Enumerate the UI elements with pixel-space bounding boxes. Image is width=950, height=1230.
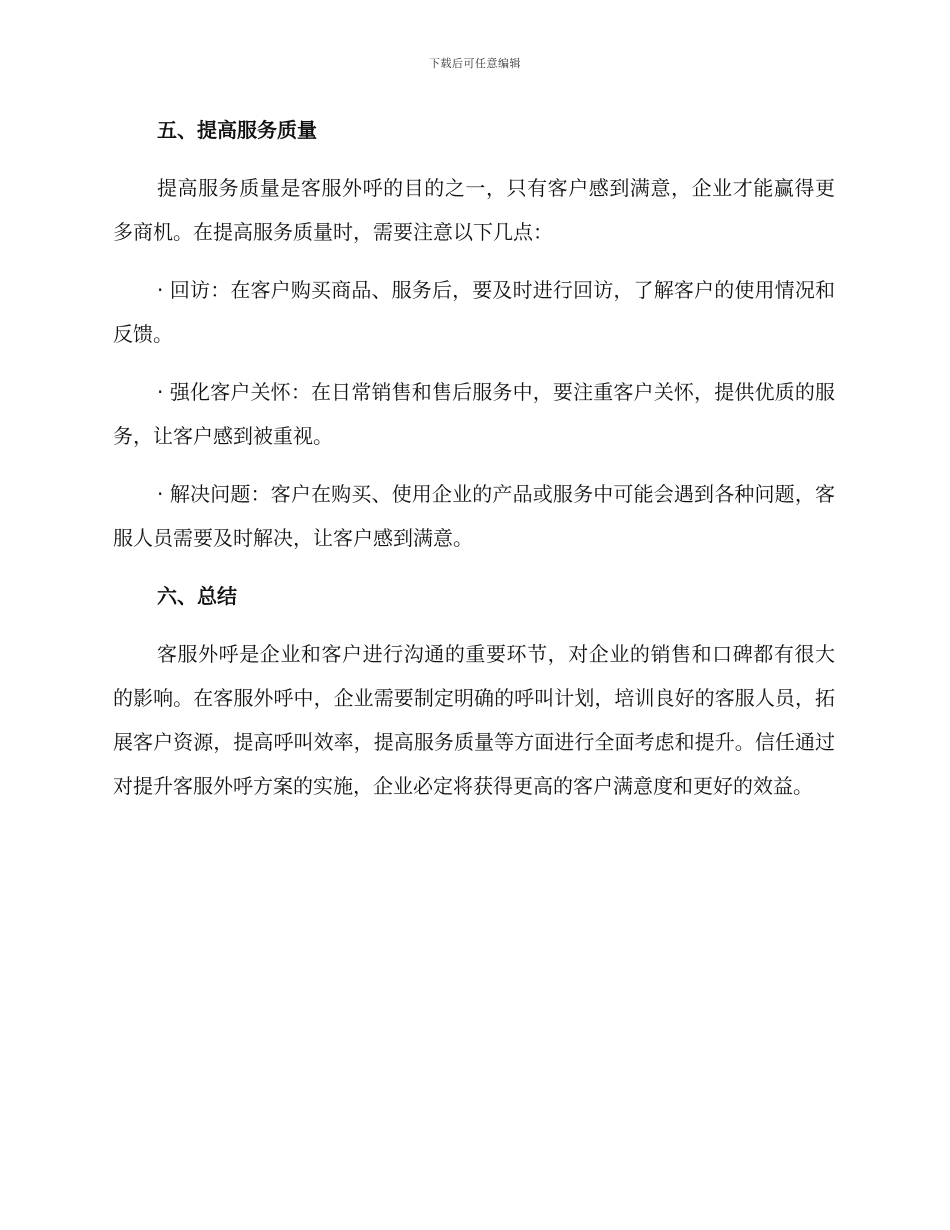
section-heading-summary: 六、总结 [157, 584, 237, 608]
bullet-item-problem-solving: · 解决问题：客户在购买、使用企业的产品或服务中可能会遇到各种问题，客服人员需要及时解决，让客户感到满意。 [113, 482, 835, 550]
document-body [113, 108, 835, 822]
page-header-note: 下载后可任意编辑 [429, 57, 521, 70]
bullet-item-follow-up: · 回访：在客户购买商品、服务后，要及时进行回访，了解客户的使用情况和反馈。 [113, 278, 835, 346]
service-quality-intro: 提高服务质量是客服外呼的目的之一，只有客户感到满意，企业才能赢得更多商机。在提高服务质量时，需要注意以下几点： [113, 176, 835, 244]
bullet-item-customer-care: · 强化客户关怀：在日常销售和售后服务中，要注重客户关怀，提供优质的服务，让客户感到被重视。 [113, 380, 835, 448]
summary-paragraph: 客服外呼是企业和客户进行沟通的重要环节，对企业的销售和口碑都有很大的影响。在客服外呼中，企业需要制定明确的呼叫计划，培训良好的客服人员，拓展客户资源，提高呼叫效率，提高服务质量等方面进行全面考虑和提升。信任通过对提升客服外呼方案的实施，企业必定将获得更高的客户满意度和更好的效益。 [113, 642, 835, 798]
section-heading-service-quality: 五、提高服务质量 [157, 118, 317, 142]
